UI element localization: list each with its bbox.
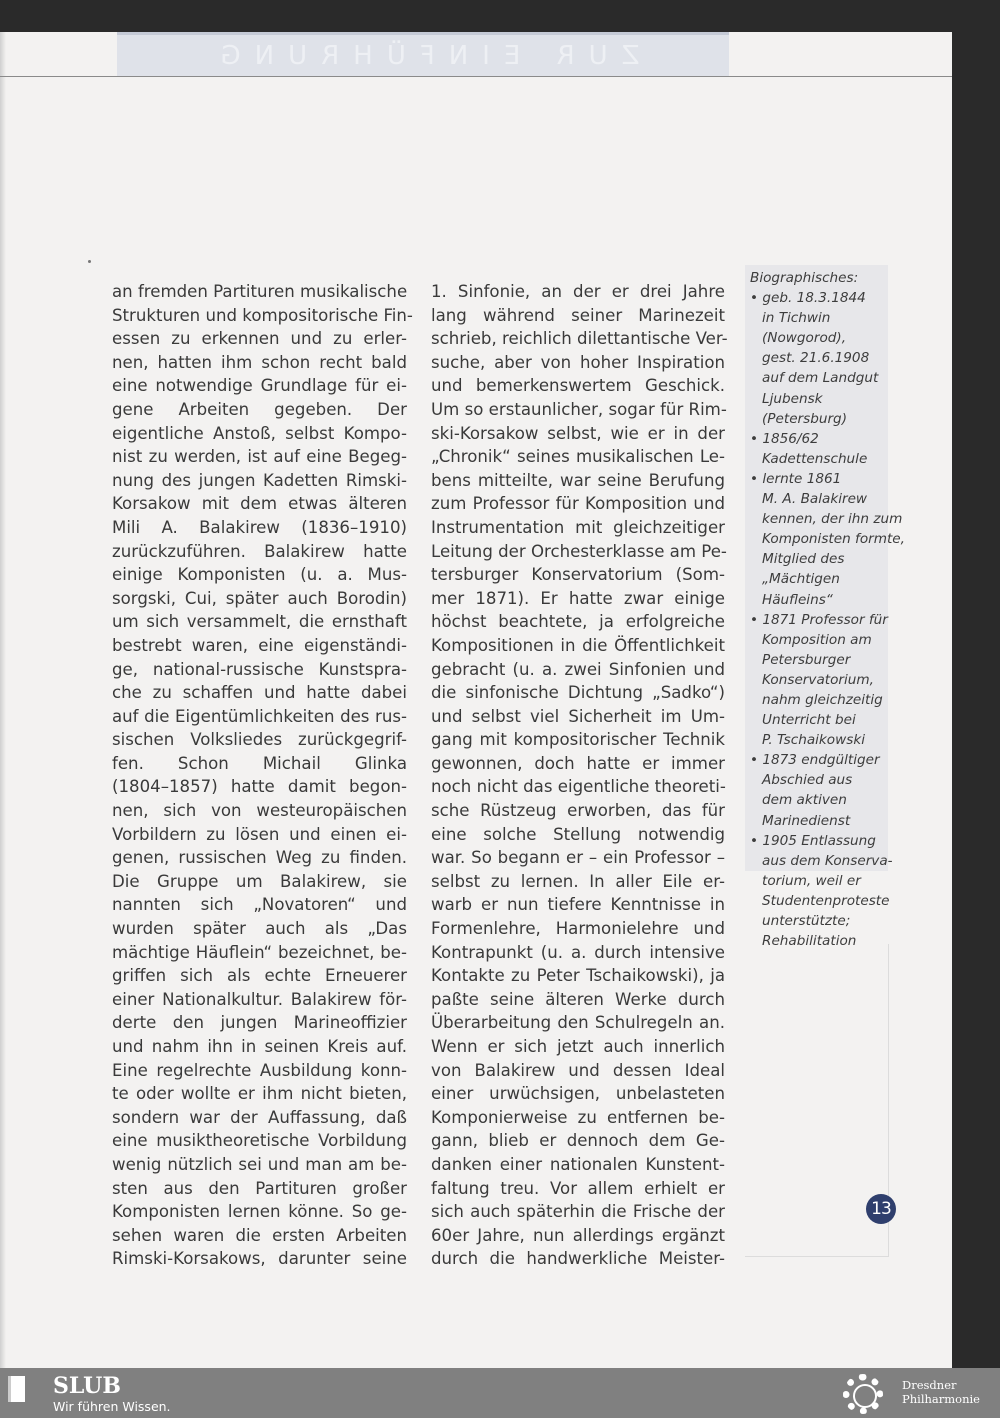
sidebar-line: • 1905 Entlassung <box>750 832 876 849</box>
sidebar-line: Komponisten formte, <box>762 531 905 548</box>
sidebar-line: Kadettenschule <box>762 450 868 467</box>
text-line: Leitung der Orchesterklasse am Pe- <box>431 541 727 561</box>
text-line: die sinfonische Dichtung „Sadko“) <box>431 683 725 703</box>
text-line: essen zu erkennen und zu erler- <box>112 329 407 349</box>
slub-tagline: Wir führen Wissen. <box>53 1399 171 1414</box>
text-line: 60er Jahre, nun allerdings ergänzt <box>431 1225 725 1245</box>
text-line: gang mit kompositorischer Technik <box>431 730 725 750</box>
slub-logo-text[interactable]: SLUB <box>53 1373 121 1399</box>
sidebar-line: • lernte 1861 <box>750 470 842 487</box>
text-line: einige Komponisten (u. a. Mus- <box>112 565 407 585</box>
philharmonie-line1: Dresdner <box>902 1378 957 1392</box>
sidebar-line: P. Tschaikowski <box>762 732 865 749</box>
text-line: an fremden Partituren musikalische <box>112 282 408 301</box>
text-line: 1. Sinfonie, an der er drei Jahre <box>431 282 725 301</box>
text-line: Wenn er sich jetzt auch innerlich <box>431 1037 725 1056</box>
text-line: höchst beachtete, ja erfolgreiche <box>431 612 725 632</box>
philharmonie-logo[interactable] <box>902 1378 980 1406</box>
sidebar-line: Unterricht bei <box>762 712 856 729</box>
document-page <box>0 32 952 1368</box>
text-line: eine musiktheoretische Vorbildung <box>112 1131 407 1151</box>
sidebar-line: kennen, der ihn zum <box>762 511 903 528</box>
text-line: genen, russischen Weg zu finden. <box>112 848 407 868</box>
text-line: zum Professor für Komposition und <box>431 494 725 514</box>
text-line: nung des jungen Kadetten Rimski- <box>112 470 407 490</box>
text-line: griffen sich als echte Erneuerer <box>112 966 407 986</box>
sidebar-line: (Nowgorod), <box>762 330 847 347</box>
text-line: und selbst viel Sicherheit im Um- <box>431 706 725 726</box>
text-line: danken einer nationalen Kunstent- <box>431 1154 725 1174</box>
text-line: schrieb, reichlich dilettantische Ver- <box>431 329 728 349</box>
text-line: Um so erstaunlicher, sogar für Rim- <box>431 399 727 419</box>
text-line: fen. Schon Michail Glinka <box>112 753 407 773</box>
text-line: gewonnen, doch hatte er immer <box>431 753 725 773</box>
text-line: mer 1871). Er hatte zwar einige <box>431 588 725 608</box>
text-line: Rimski-Korsakows, darunter seine <box>112 1249 407 1269</box>
sidebar-line: gest. 21.6.1908 <box>762 350 870 367</box>
sidebar-line: Komposition am <box>762 631 872 648</box>
sidebar-line: Studentenproteste <box>762 892 890 909</box>
text-line: von Balakirew und dessen Ideal <box>431 1060 725 1080</box>
text-line: mächtige Häuflein“ bezeichnet, be- <box>112 942 407 962</box>
text-line: eine notwendige Grundlage für ei- <box>112 376 407 396</box>
text-line: Überarbeitung den Schulregeln an. <box>431 1013 725 1033</box>
text-line: Komponierweise zu entfernen be- <box>431 1107 725 1127</box>
text-line: te oder wollte er ihm nicht bieten, <box>112 1084 407 1104</box>
sidebar-line: Häufleins“ <box>762 591 833 608</box>
sidebar-line: torium, weil er <box>762 872 861 889</box>
text-line: lang während seiner Marinezeit <box>431 305 725 325</box>
text-line: wenig nützlich sei und man am be- <box>112 1154 407 1174</box>
text-line: (1804–1857) hatte damit begon- <box>112 777 407 797</box>
text-line: sorgski, Cui, später auch Borodin) <box>112 588 407 608</box>
sidebar-line: Petersburger <box>762 651 851 668</box>
text-line: sehen waren die ersten Arbeiten <box>112 1225 407 1245</box>
text-line: tersburger Konservatorium (Som- <box>431 565 725 585</box>
page-edge-shadow <box>0 32 6 1368</box>
sidebar-line: aus dem Konserva- <box>762 852 893 869</box>
text-line: che zu schaffen und hatte dabei <box>112 683 407 703</box>
sidebar-line: unterstützte; <box>762 913 851 929</box>
text-line: derte den jungen Marineoffizier <box>112 1013 407 1033</box>
sidebar-line: • geb. 18.3.1844 <box>750 290 866 307</box>
sidebar-line: auf dem Landgut <box>762 370 879 387</box>
sidebar-line: Ljubensk <box>762 390 823 407</box>
text-line: Kontrapunkt (u. a. durch intensive <box>431 942 725 962</box>
sidebar-line: • 1873 endgültiger <box>750 752 880 769</box>
text-line: und bemerkenswertem Geschick. <box>431 376 725 396</box>
text-line: um sich versammelt, die ernsthaft <box>112 612 407 632</box>
header-divider <box>0 76 952 77</box>
text-line: eine solche Stellung notwendig <box>431 824 725 844</box>
text-line: Komponisten lernen könne. So ge- <box>112 1202 407 1222</box>
text-line: „Chronik“ seines musikalischen Le- <box>431 447 725 467</box>
text-line: Kompositionen in die Öffentlichkeit <box>431 635 725 655</box>
margin-mark <box>88 260 91 263</box>
text-line: und nahm ihn in seinen Kreis auf. <box>112 1037 407 1056</box>
sidebar-line: Konservatorium, <box>762 671 874 688</box>
text-line: ski-Korsakow selbst, wie er in der <box>431 423 725 443</box>
page-number-badge: 13 <box>866 1194 896 1224</box>
text-line: wurden später auch als „Das <box>112 919 407 939</box>
text-line: sondern war der Auffassung, daß <box>112 1107 407 1127</box>
text-line: eigentliche Anstoß, selbst Kompo- <box>112 423 407 443</box>
text-line: Eine regelrechte Ausbildung konn- <box>112 1060 407 1080</box>
text-line: gebracht (u. a. zwei Sinfonien und <box>431 659 725 679</box>
text-line: Instrumentation mit gleichzeitiger <box>431 517 725 537</box>
text-line: Mili A. Balakirew (1836–1910) <box>112 517 407 537</box>
sidebar-line: • 1856/62 <box>750 430 819 447</box>
text-column-middle <box>431 280 728 1271</box>
text-line: sischen Volksliedes zurückgegrif- <box>112 730 407 750</box>
footer-bar <box>0 1368 1000 1418</box>
text-line: paßte seine älteren Werke durch <box>431 989 725 1009</box>
text-line: nen, sich von westeuropäischen <box>112 801 407 821</box>
text-line: sten aus den Partituren großer <box>112 1178 407 1198</box>
sidebar-line: M. A. Balakirew <box>762 491 868 508</box>
text-line: suche, aber von hoher Inspiration <box>431 352 725 372</box>
sidebar-line: „Mächtigen <box>762 571 840 588</box>
text-line: einer urwüchsigen, unbelasteten <box>431 1084 725 1104</box>
text-line: noch nicht das eigentliche theoreti- <box>431 777 726 797</box>
text-line: Strukturen und kompositorische Fin- <box>112 305 413 325</box>
sidebar-line: nahm gleichzeitig <box>762 691 883 708</box>
section-header-band <box>117 32 729 76</box>
text-line: Korsakow mit dem etwas älteren <box>112 494 407 514</box>
sidebar-line: Marinedienst <box>762 812 851 829</box>
text-line: war. So begann er – ein Professor – <box>431 848 725 868</box>
text-line: Vorbildern zu lösen und einen ei- <box>112 824 407 844</box>
section-header-title: ZUR EINFÜHRUNG <box>206 41 640 71</box>
text-line: faltung treu. Vor allem erhielt er <box>431 1178 725 1198</box>
text-line: sche Rüstzeug erworben, das für <box>431 801 725 821</box>
text-line: bens mitteilte, war seine Berufung <box>431 470 725 490</box>
sidebar-line: (Petersburg) <box>762 410 847 427</box>
philharmonie-line2: Philharmonie <box>902 1392 980 1406</box>
text-line: selbst zu lernen. In aller Eile er- <box>431 871 725 891</box>
text-line: nannten sich „Novatoren“ und <box>112 895 407 915</box>
sidebar-line: in Tichwin <box>762 310 831 327</box>
text-line: auf die Eigentümlichkeiten des rus- <box>112 706 407 726</box>
text-line: Die Gruppe um Balakirew, sie <box>112 871 407 891</box>
text-line: einer Nationalkultur. Balakirew för- <box>112 989 407 1009</box>
slub-book-icon <box>8 1376 25 1402</box>
sidebar-line: Abschied aus <box>762 772 853 789</box>
text-line: nist zu werden, ist auf eine Begeg- <box>112 447 407 467</box>
philharmonie-sun-icon <box>843 1374 883 1414</box>
text-line: warb er nun tiefere Kenntnisse in <box>431 895 725 915</box>
text-column-left <box>112 280 413 1271</box>
sidebar-line: Mitglied des <box>762 551 845 568</box>
text-line: ge, national-russische Kunstspra- <box>112 659 407 679</box>
text-line: sich auch späterhin die Frische der <box>431 1202 725 1222</box>
text-line: gene Arbeiten gegeben. Der <box>112 399 407 419</box>
sidebar-title: Biographisches: <box>750 270 859 286</box>
text-line: gann, blieb er dennoch dem Ge- <box>431 1131 725 1151</box>
biography-sidebar <box>750 268 905 951</box>
text-line: durch die handwerkliche Meister- <box>431 1249 725 1269</box>
text-line: Formenlehre, Harmonielehre und <box>431 919 725 939</box>
text-line: bestrebt waren, eine eigenständi- <box>112 635 407 655</box>
text-line: nen, hatten ihm schon recht bald <box>112 352 407 372</box>
sidebar-line: • 1871 Professor für <box>750 611 888 628</box>
sidebar-line: Rehabilitation <box>762 933 857 950</box>
sidebar-line: dem aktiven <box>762 792 847 809</box>
text-line: Kontakte zu Peter Tschaikowski), ja <box>431 966 725 986</box>
text-line: zurückzuführen. Balakirew hatte <box>112 541 407 561</box>
